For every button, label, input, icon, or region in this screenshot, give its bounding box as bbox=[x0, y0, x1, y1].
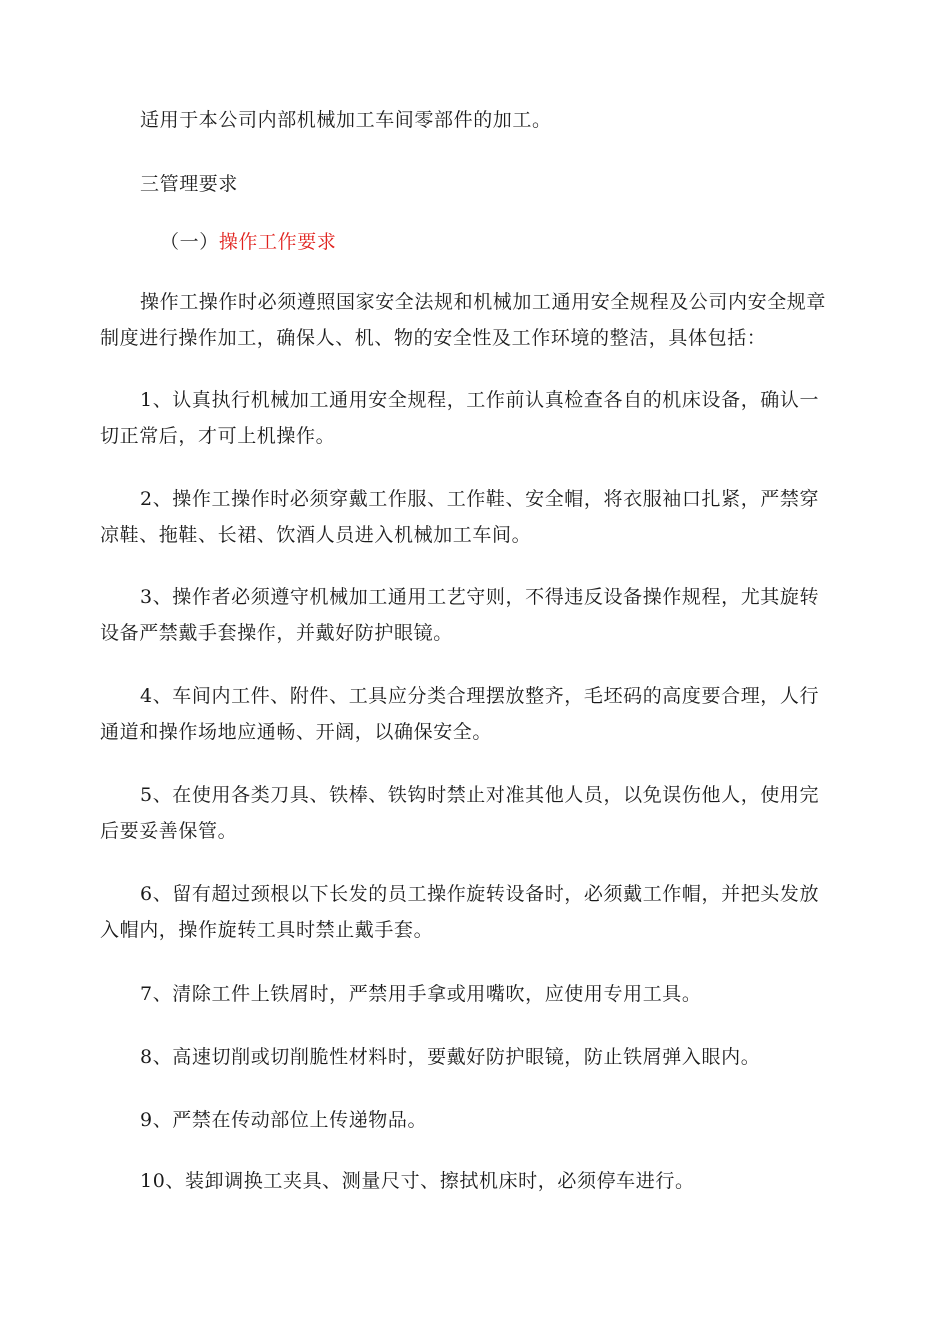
intro-line-2: 制度进行操作加工，确保人、机、物的安全性及工作环境的整洁，具体包括： bbox=[100, 327, 767, 349]
list-item-1-line-2: 切正常后，才可上机操作。 bbox=[100, 425, 336, 447]
list-item-5-line-1: 5、在使用各类刀具、铁棒、铁钩时禁止对准其他人员，以免误伤他人，使用完 bbox=[140, 784, 820, 806]
list-item-6-line-2: 入帽内，操作旋转工具时禁止戴手套。 bbox=[100, 919, 434, 941]
list-item-6-line-1: 6、留有超过颈根以下长发的员工操作旋转设备时，必须戴工作帽，并把头发放 bbox=[140, 883, 820, 905]
list-item-3 bbox=[100, 579, 840, 651]
list-item-3-line-2: 设备严禁戴手套操作，并戴好防护眼镜。 bbox=[100, 622, 453, 644]
list-item-1 bbox=[100, 382, 840, 454]
list-item-2-line-2: 凉鞋、拖鞋、长裙、饮酒人员进入机械加工车间。 bbox=[100, 524, 532, 546]
list-item-7 bbox=[140, 976, 840, 1012]
list-item-4 bbox=[100, 678, 840, 750]
subsection-title: 操作工作要求 bbox=[218, 231, 337, 253]
list-item-4-line-2: 通道和操作场地应通畅、开阔，以确保安全。 bbox=[100, 721, 493, 743]
subsection-prefix: （一） bbox=[160, 231, 219, 253]
list-item-10 bbox=[140, 1163, 840, 1199]
list-item-3-line-1: 3、操作者必须遵守机械加工通用工艺守则，不得违反设备操作规程，尤其旋转 bbox=[140, 586, 820, 608]
scope-paragraph: 适用于本公司内部机械加工车间零部件的加工。 bbox=[140, 109, 552, 131]
list-item-7-line-1: 7、清除工件上铁屑时，严禁用手拿或用嘴吹，应使用专用工具。 bbox=[140, 983, 702, 1005]
list-item-6 bbox=[100, 876, 840, 948]
list-item-2-line-1: 2、操作工操作时必须穿戴工作服、工作鞋、安全帽，将衣服袖口扎紧，严禁穿 bbox=[140, 488, 820, 510]
list-item-5-line-2: 后要妥善保管。 bbox=[100, 820, 238, 842]
list-item-10-line-1: 10、装卸调换工夹具、测量尺寸、擦拭机床时，必须停车进行。 bbox=[140, 1170, 695, 1192]
list-item-9 bbox=[140, 1102, 840, 1138]
list-item-9-line-1: 9、严禁在传动部位上传递物品。 bbox=[140, 1109, 428, 1131]
list-item-1-line-1: 1、认真执行机械加工通用安全规程，工作前认真检查各自的机床设备，确认一 bbox=[140, 389, 820, 411]
list-item-5 bbox=[100, 777, 840, 849]
intro-line-1: 操作工操作时必须遵照国家安全法规和机械加工通用安全规程及公司内安全规章 bbox=[140, 291, 827, 313]
list-item-2 bbox=[100, 481, 840, 553]
list-item-4-line-1: 4、车间内工件、附件、工具应分类合理摆放整齐，毛坯码的高度要合理，人行 bbox=[140, 685, 820, 707]
intro-paragraph bbox=[100, 284, 840, 356]
subsection-heading bbox=[160, 226, 336, 258]
list-item-8 bbox=[140, 1039, 840, 1075]
section-heading: 三管理要求 bbox=[140, 173, 239, 195]
list-item-8-line-1: 8、高速切削或切削脆性材料时，要戴好防护眼镜，防止铁屑弹入眼内。 bbox=[140, 1046, 761, 1068]
